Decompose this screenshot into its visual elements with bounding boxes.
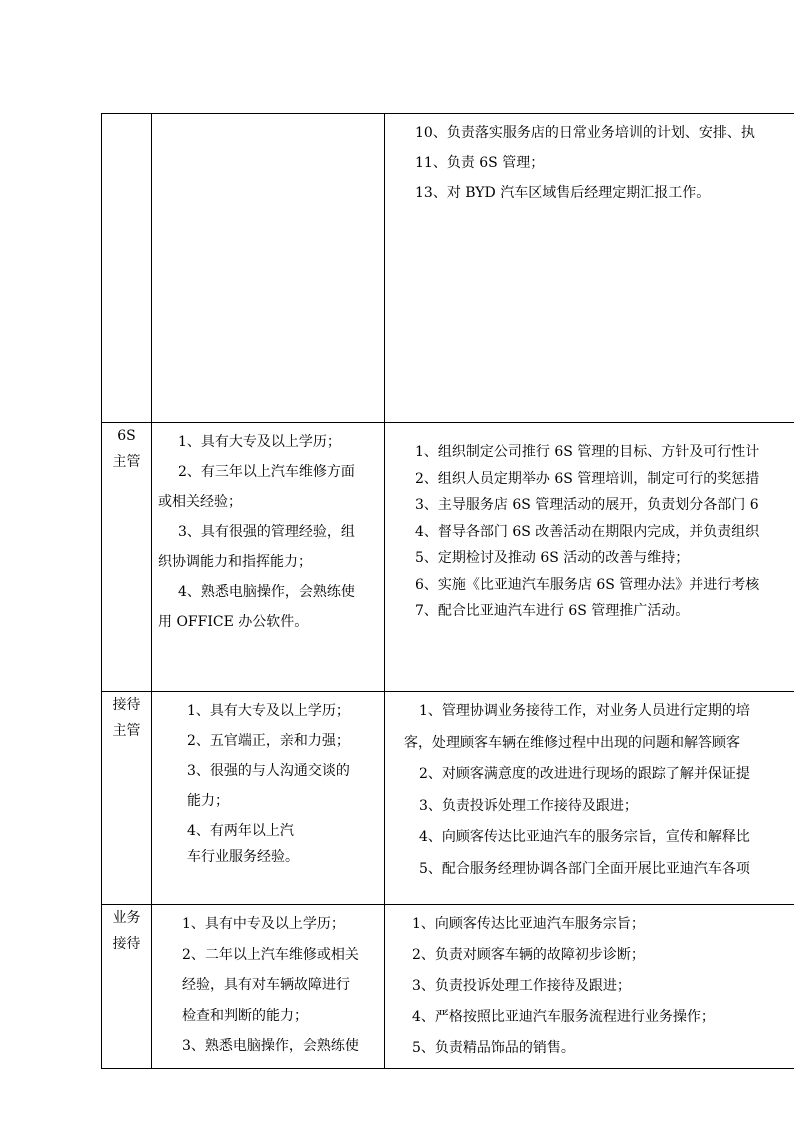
duty-line: 10、负责落实服务店的日常业务培训的计划、安排、执 [415,125,755,141]
requirement-line: 织协调能力和指挥能力； [158,554,312,570]
duty-line: 2、组织人员定期举办 6S 管理培训，制定可行的奖惩措 [415,470,760,487]
position-title-line: 主管 [112,454,141,470]
requirements-cell [152,114,385,423]
table-row-reception-supervisor [102,692,794,905]
duty-line: 5、负责精品饰品的销售。 [412,1040,575,1056]
position-title-line: 主管 [112,723,141,739]
job-duties-table [101,113,794,1069]
duty-line: 5、定期检讨及推动 6S 活动的改善与维持； [415,550,690,566]
position-title-line: 6S [117,428,136,444]
requirement-line: 1、具有大专及以上学历； [187,703,350,719]
duties-cell [385,905,794,1069]
requirement-line: 4、有两年以上汽 [187,823,294,839]
duties-cell [385,692,794,905]
duties-cell [385,423,794,692]
table-row-service-reception [102,905,794,1069]
duties-cell [385,114,794,423]
duty-line: 13、对 BYD 汽车区域售后经理定期汇报工作。 [415,185,711,201]
requirement-line: 2、五官端正，亲和力强； [187,733,350,749]
requirement-line: 2、有三年以上汽车维修方面 [178,464,355,480]
requirement-line: 车行业服务经验。 [187,849,299,865]
duty-line: 2、对顾客满意度的改进进行现场的跟踪了解并保证提 [419,766,750,782]
position-title-line: 业务 [112,910,141,926]
duty-line: 6、实施《比亚迪汽车服务店 6S 管理办法》并进行考核 [415,576,760,593]
position-title-line: 接待 [112,697,141,713]
requirement-line: 3、很强的与人沟通交谈的 [187,763,350,779]
duty-line: 4、督导各部门 6S 改善活动在期限内完成，并负责组织 [415,523,760,540]
requirements-cell [152,692,385,905]
table-row-continued [102,114,794,423]
duty-line: 3、主导服务店 6S 管理活动的展开，负责划分各部门 6 [415,497,759,513]
requirements-cell [152,423,385,692]
requirement-line: 3、具有很强的管理经验，组 [178,524,355,540]
duty-line: 11、负责 6S 管理； [415,155,545,171]
requirement-line: 1、具有中专及以上学历； [182,916,345,932]
position-title-cell [102,905,152,1069]
duty-line: 客，处理顾客车辆在维修过程中出现的问题和解答顾客 [404,734,740,751]
duty-line: 1、组织制定公司推行 6S 管理的目标、方针及可行性计 [415,444,760,460]
requirement-line: 1、具有大专及以上学历； [178,434,341,450]
duty-line: 4、向顾客传达比亚迪汽车的服务宗旨，宣传和解释比 [419,829,750,845]
duty-line: 4、严格按照比亚迪汽车服务流程进行业务操作； [412,1009,715,1025]
requirement-line: 或相关经验； [158,494,242,510]
duty-line: 2、负责对顾客车辆的故障初步诊断； [412,947,645,963]
position-title-line: 接待 [112,936,141,952]
position-title-cell [102,423,152,692]
duty-line: 1、管理协调业务接待工作，对业务人员进行定期的培 [419,703,750,719]
position-title-cell [102,114,152,423]
requirement-line: 2、二年以上汽车维修或相关 [182,946,359,963]
position-title-cell [102,692,152,905]
duty-line: 3、负责投诉处理工作接待及跟进； [412,978,631,994]
duty-line: 5、配合服务经理协调各部门全面开展比亚迪汽车各项 [419,860,750,877]
requirement-line: 4、熟悉电脑操作，会熟练使 [178,584,355,600]
duty-line: 3、负责投诉处理工作接待及跟进； [419,797,638,814]
duty-line: 1、向顾客传达比亚迪汽车服务宗旨； [412,916,645,932]
requirement-line: 3、熟悉电脑操作，会熟练使 [182,1038,359,1054]
requirements-cell [152,905,385,1069]
requirement-line: 经验，具有对车辆故障进行 [182,977,350,993]
requirement-line: 检查和判断的能力； [182,1007,308,1024]
table-row-6s-supervisor [102,423,794,692]
duty-line: 7、配合比亚迪汽车进行 6S 管理推广活动。 [415,603,690,619]
requirement-line: 用 OFFICE 办公软件。 [158,614,309,630]
requirement-line: 能力； [187,793,229,809]
